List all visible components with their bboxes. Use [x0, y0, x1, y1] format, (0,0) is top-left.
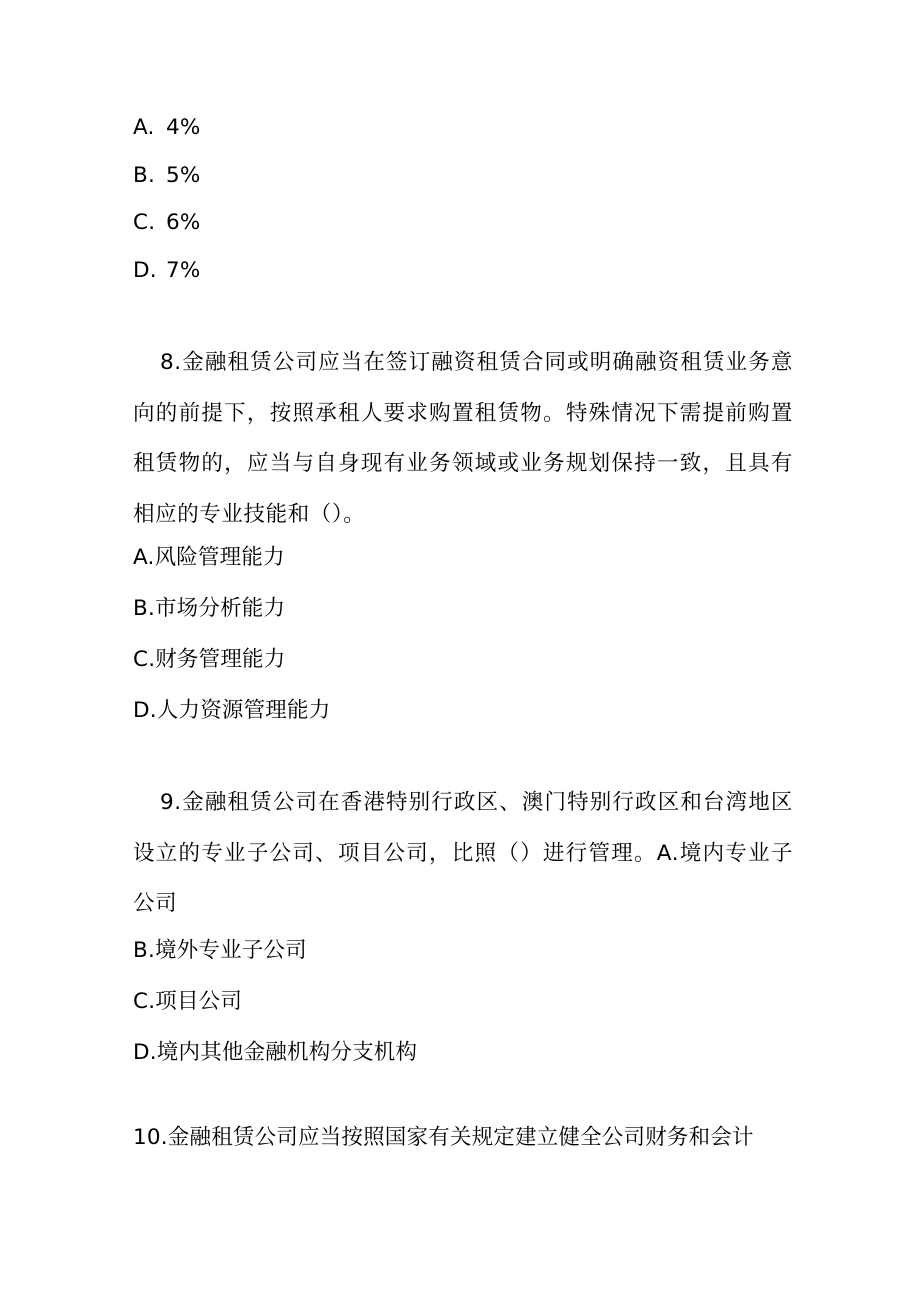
option-text: 4% [166, 115, 201, 140]
option-letter: A. [133, 115, 155, 140]
question-8-stem: 8.金融租赁公司应当在签订融资租赁合同或明确融资租赁业务意向的前提下，按照承租人要求购置租赁物。特殊情况下需提前购置租赁物的，应当与自身现有业务领域或业务规划保持一致，且具有相应的专业技能和（）。 [133, 350, 793, 527]
option-text: 6% [166, 210, 201, 235]
option-b [133, 161, 201, 191]
question-9-option-d: D.境内其他金融机构分支机构 [133, 1040, 418, 1065]
option-d [133, 256, 201, 286]
option-c [133, 208, 201, 238]
option-letter: C. [133, 210, 156, 235]
question-8-option-a: A.风险管理能力 [133, 545, 285, 570]
question-10-stem: 10.金融租赁公司应当按照国家有关规定建立健全公司财务和会计 [133, 1125, 754, 1150]
question-8-option-b: B.市场分析能力 [133, 596, 286, 621]
option-letter: B. [133, 163, 155, 188]
question-8-option-c: C.财务管理能力 [133, 647, 286, 672]
question-9-option-c: C.项目公司 [133, 989, 243, 1014]
option-text: 7% [166, 258, 201, 283]
option-letter: D. [133, 258, 157, 283]
option-a [133, 113, 201, 143]
question-9-option-b: B.境外专业子公司 [133, 938, 307, 963]
question-9-stem: 9.金融租赁公司在香港特别行政区、澳门特别行政区和台湾地区设立的专业子公司、项目公司，比照（）进行管理。A.境内专业子公司 [133, 790, 793, 916]
question-8-option-d: D.人力资源管理能力 [133, 698, 331, 723]
option-text: 5% [166, 163, 201, 188]
